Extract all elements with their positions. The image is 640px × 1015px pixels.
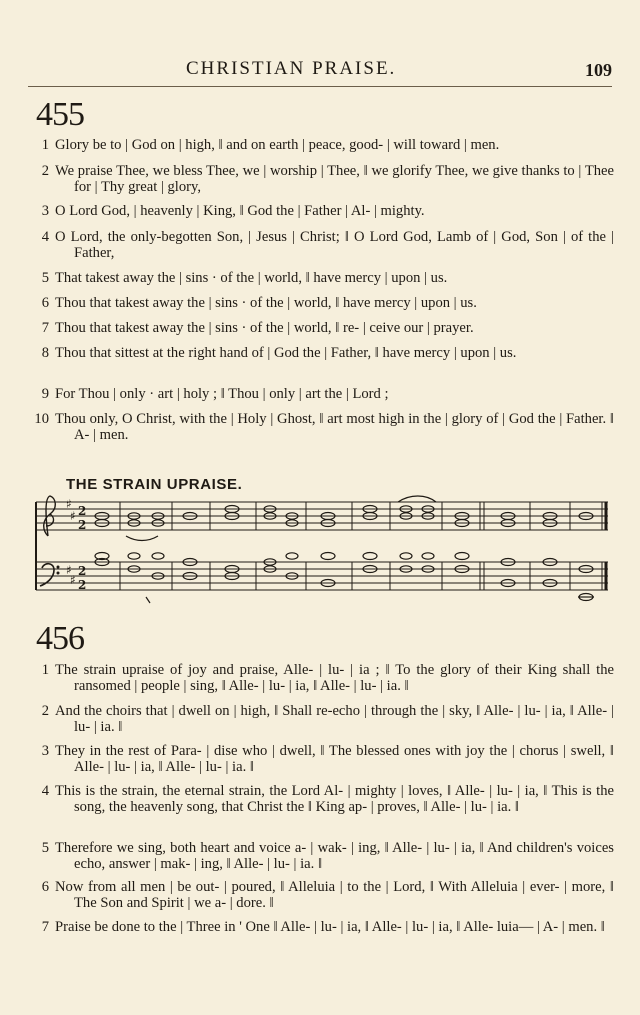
verse-text: Therefore we sing, both heart and voice a- | wak- | ing, ‖ Alle- | lu- | ia, ‖ And children's voices echo, answer | mak- | ing, ‖ Alle- | lu- | ia. ‖ <box>55 840 614 872</box>
running-title: CHRISTIAN PRAISE. <box>186 58 397 79</box>
svg-text:♯: ♯ <box>66 497 72 511</box>
svg-text:♯: ♯ <box>70 509 76 523</box>
verse-text: Praise be done to the | Three in ' One ‖ Alle- | lu- | ia, ‖ Alle- | lu- | ia, ‖ Alle- luia— | A- | men. ‖ <box>55 919 605 935</box>
tune-title: THE STRAIN UPRAISE. <box>66 476 243 493</box>
verse-number: 5 <box>41 840 49 856</box>
verse-number: 5 <box>41 270 49 286</box>
verse-number: 4 <box>41 783 49 799</box>
verse-text: Thou that takest away the | sins · of the | world, ‖ have mercy | upon | us. <box>55 295 477 311</box>
svg-text:2: 2 <box>78 504 87 518</box>
svg-text:2: 2 <box>78 518 87 532</box>
page-number: 109 <box>585 60 612 80</box>
verse-number: 10 <box>34 411 49 427</box>
verse-text: Now from all men | be out- | poured, ‖ Alleluia | to the | Lord, ‖ With Alleluia | ever- | more, ‖ The Son and Spirit | we a- | dore. ‖ <box>55 879 614 911</box>
svg-text:2: 2 <box>78 564 87 578</box>
music-staff-icon <box>30 490 612 606</box>
verse-number: 8 <box>41 345 49 361</box>
verse-number: 9 <box>41 386 49 402</box>
verse-number: 3 <box>41 203 49 219</box>
verse-text: We praise Thee, we bless Thee, we | worship | Thee, ‖ we glorify Thee, we give thanks to | Thee for | Thy great | glory, <box>55 163 614 195</box>
hymn-number: 455 <box>36 96 84 133</box>
verse-number: 7 <box>41 919 49 935</box>
verse-text: Thou that sittest at the right hand of | God the | Father, ‖ have mercy | upon | us. <box>55 345 517 361</box>
hymn-number: 456 <box>36 620 84 657</box>
verse-text: That takest away the | sins · of the | world, ‖ have mercy | upon | us. <box>55 270 448 286</box>
verse-text: Glory be to | God on | high, ‖ and on earth | peace, good- | will toward | men. <box>55 137 500 153</box>
verse-number: 7 <box>41 320 49 336</box>
verse-number: 1 <box>41 662 49 678</box>
verse-text: Thou only, O Christ, with the | Holy | Ghost, ‖ art most high in the | glory of | God the | Father. ‖ A- | men. <box>55 411 614 443</box>
verse-text: For Thou | only · art | holy ; ‖ Thou | only | art the | Lord ; <box>55 386 389 402</box>
verse-number: 6 <box>41 879 49 895</box>
verse-number: 2 <box>41 163 49 179</box>
header-rule <box>28 86 612 87</box>
page-header <box>0 58 640 84</box>
verse-text: They in the rest of Para- | dise who | dwell, ‖ The blessed ones with joy the | chorus | swell, ‖ Alle- | lu- | ia, ‖ Alle- | lu- | ia. ‖ <box>55 743 614 775</box>
verse-text: The strain upraise of joy and praise, Alle- | lu- | ia ; ‖ To the glory of their King shall the ransomed | people | sing, ‖ Alle- | lu- | ia, ‖ Alle- | lu- | ia. ‖ <box>55 662 614 694</box>
verse-number: 1 <box>41 137 49 153</box>
verse-number: 6 <box>41 295 49 311</box>
verse-text: And the choirs that | dwell on | high, ‖ Shall re-echo | through the | sky, ‖ Alle- | lu- | ia, ‖ Alle- | lu- | ia. ‖ <box>55 703 614 735</box>
verse-number: 2 <box>41 703 49 719</box>
svg-text:2: 2 <box>78 578 87 592</box>
verse-number: 3 <box>41 743 49 759</box>
svg-text:♯: ♯ <box>66 563 72 577</box>
verse-text: Thou that takest away the | sins · of the | world, ‖ re- | ceive our | prayer. <box>55 320 474 336</box>
verse-text: O Lord God, | heavenly | King, ‖ God the | Father | Al- | mighty. <box>55 203 425 219</box>
verse-number: 4 <box>41 229 49 245</box>
verse-text: O Lord, the only-begotten Son, | Jesus | Christ; ‖ O Lord God, Lamb of | God, Son | of the | Father, <box>55 229 614 261</box>
svg-text:♯: ♯ <box>70 573 76 587</box>
verse-text: This is the strain, the eternal strain, the Lord Al- | mighty | loves, ‖ Alle- | lu- | ia, ‖ This is the song, the heavenly song, that Christ the ‖ King ap- | proves, ‖ Alle- | lu- | ia. ‖ <box>55 783 614 815</box>
